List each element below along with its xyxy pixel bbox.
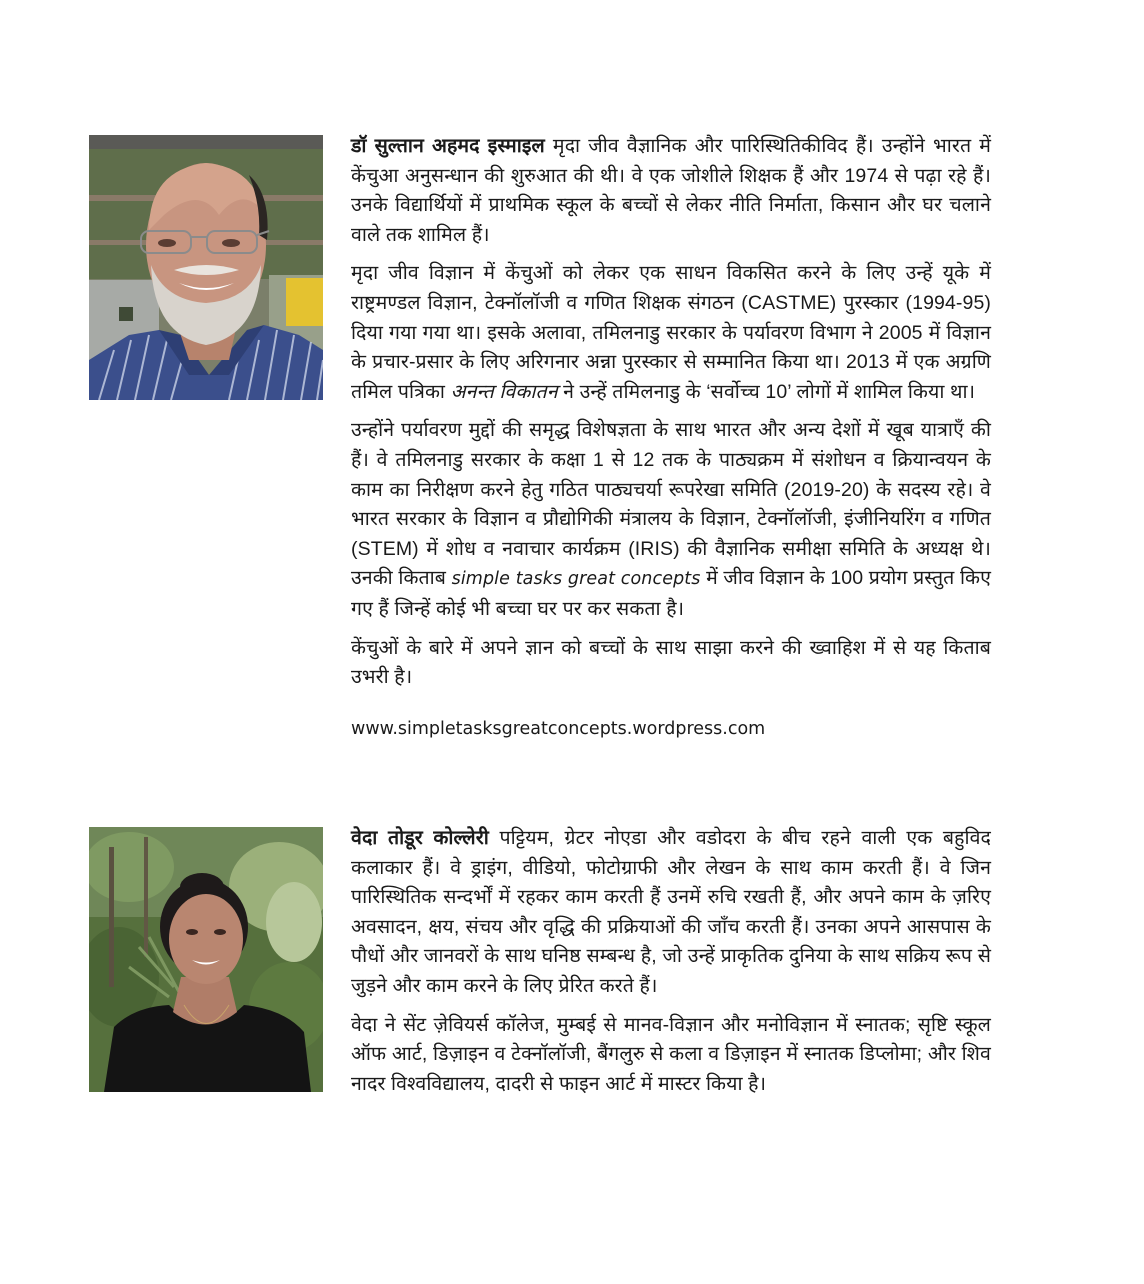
bio-text: पट्टियम, ग्रेटर नोएडा और वडोदरा के बीच रहने वाली एक बहुविद कलाकार हैं। वे ड्राइंग, वीडियो, फोटोग्राफी और लेखन के साथ काम करती हैं। वे जिन पारिस्थितिक सन्दर्भों में रहकर काम करती हैं उनमें रुचि रखती हैं, और अपने काम के ज़रिए अवसादन, क्षय, संचय और वृद्धि की प्रक्रियाओं की जाँच करती हैं। उनका अपने आसपास के पौधों और जानवरों के साथ घनिष्ठ सम्बन्ध है, जो उन्हें प्राकृतिक दुनिया के साथ सक्रिय रूप से जुड़ने और काम करने के लिए प्रेरित करते हैं। [351, 827, 991, 997]
author-photo [89, 135, 323, 400]
author-photo [89, 827, 323, 1092]
website-link[interactable]: www.simpletasksgreatconcepts.wordpress.com [351, 718, 766, 739]
person-photo-icon [89, 135, 323, 400]
person-photo-icon [89, 827, 323, 1092]
author-name: वेदा तोडूर कोल्लेरी [351, 827, 489, 849]
bio-paragraph [351, 634, 991, 693]
bio-text: ने उन्हें तमिलनाडु के ‘सर्वोच्च 10’ लोगों में शामिल किया था। [557, 380, 976, 403]
book-title: simple tasks great concepts [451, 569, 701, 590]
bio-paragraph [351, 259, 991, 407]
author-bio-text [351, 132, 991, 742]
bio-text: मृदा जीव वैज्ञानिक और पारिस्थितिकीविद हैं। उन्होंने भारत में केंचुआ अनुसन्धान की शुरुआत की थी। वे एक जोशीले शिक्षक हैं और 1974 से पढ़ा रहे हैं। उनके विद्यार्थियों में प्राथमिक स्कूल के बच्चों से लेकर नीति निर्माता, किसान और घर चलाने वाले तक शामिल हैं। [351, 135, 991, 246]
bio-paragraph [351, 1011, 991, 1100]
magazine-title: अनन्त विकातन [450, 380, 558, 403]
bio-text: उन्होंने पर्यावरण मुद्दों की समृद्ध विशेषज्ञता के साथ भारत और अन्य देशों में खूब यात्राएँ की हैं। वे तमिलनाडु सरकार के कक्षा 1 से 12 तक के पाठ्यक्रम में संशोधन व क्रियान्वयन के काम का निरीक्षण करने हेतु गठित पाठ्यचर्या रूपरेखा समिति (2019-20) के सदस्य रहे। वे भारत सरकार के विज्ञान व प्रौद्योगिकी मंत्रालय के विज्ञान, टेक्नॉलॉजी, इंजीनियरिंग व गणित (STEM) में शोध व नवाचार कार्यक्रम (IRIS) की वैज्ञानिक समीक्षा समिति के अध्यक्ष थे। उनकी किताब [351, 419, 991, 590]
bio-text: केंचुओं के बारे में अपने ज्ञान को बच्चों के साथ साझा करने की ख्वाहिश में से यह किताब उभरी है। [351, 636, 991, 689]
bio-text: में जीव विज्ञान के 100 प्रयोग प्रस्तुत किए गए हैं जिन्हें कोई भी बच्चा घर पर कर सकता है। [351, 567, 991, 620]
bio-text: वेदा ने सेंट ज़ेवियर्स कॉलेज, मुम्बई से मानव-विज्ञान और मनोविज्ञान में स्नातक; सृष्टि स्कूल ऑफ आर्ट, डिज़ाइन व टेक्नॉलॉजी, बैंगलुरु से कला व डिज़ाइन में स्नातक डिप्लोमा; और शिव नादर विश्वविद्यालय, दादरी से फाइन आर्ट में मास्टर किया है। [351, 1013, 991, 1095]
author-name: डॉ सुल्तान अहमद इस्माइल [351, 135, 545, 157]
bio-paragraph [351, 132, 991, 250]
bio-paragraph [351, 416, 991, 624]
author-bio-text [351, 824, 991, 1108]
bio-text: मृदा जीव विज्ञान में केंचुओं को लेकर एक साधन विकसित करने के लिए उन्हें यूके में राष्ट्रमण्डल विज्ञान, टेक्नॉलॉजी व गणित शिक्षक संगठन (CASTME) पुरस्कार (1994-95) दिया गया गया था। इसके अलावा, तमिलनाडु सरकार के पर्यावरण विभाग ने 2005 में विज्ञान के प्रचार-प्रसार के लिए अरिगनार अन्ना पुरस्कार से सम्मानित किया था। 2013 में एक अग्रणि तमिल पत्रिका [351, 262, 991, 403]
bio-paragraph [351, 824, 991, 1002]
